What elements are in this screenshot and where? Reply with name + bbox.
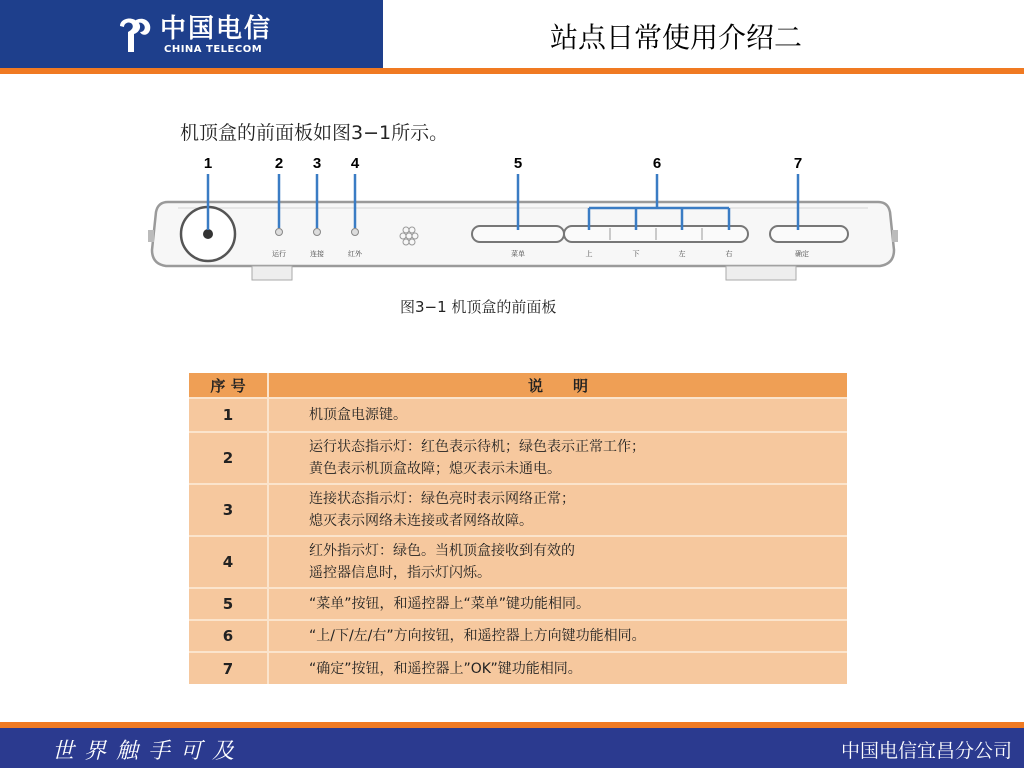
figure-intro: 机顶盒的前面板如图3−1所示。	[180, 122, 449, 144]
set-top-box-front-panel	[148, 150, 898, 310]
page-title: 站点日常使用介绍二	[550, 21, 803, 54]
link-led-icon	[314, 229, 321, 236]
panel-label-run: 运行	[272, 250, 286, 258]
header-divider	[0, 68, 1024, 74]
device-foot-left	[252, 266, 292, 280]
table-header-row	[189, 373, 847, 398]
callout-2: 2	[274, 155, 284, 172]
callout-1: 1	[203, 155, 213, 172]
china-telecom-logo-icon	[112, 12, 156, 56]
callout-5: 5	[513, 155, 523, 172]
description-line: 熄灭表示网络未连接或者网络故障。	[309, 513, 533, 529]
description-line: 遥控器信息时，指示灯闪烁。	[309, 565, 491, 581]
description-line: “上/下/左/右”方向按钮，和遥控器上方向键功能相同。	[309, 628, 646, 644]
table-row	[189, 484, 847, 536]
row-description	[268, 620, 847, 652]
logo-text-en: CHINA TELECOM	[164, 44, 263, 55]
panel-label-left: 左	[678, 250, 686, 258]
panel-label-right: 右	[725, 250, 733, 258]
table-row	[189, 536, 847, 588]
run-led-icon	[276, 229, 283, 236]
description-line: 运行状态指示灯：红色表示待机；绿色表示正常工作；	[309, 439, 645, 455]
table-row	[189, 398, 847, 432]
header-number: 序 号	[189, 373, 268, 398]
ok-button-icon	[770, 226, 848, 242]
description-line: “确定”按钮，和遥控器上”OK”键功能相同。	[309, 660, 582, 677]
description-line: 连接状态指示灯：绿色亮时表示网络正常；	[309, 491, 575, 507]
panel-label-ok: 确定	[795, 250, 809, 258]
row-description	[268, 652, 847, 684]
header-description: 说 明	[268, 373, 847, 398]
description-line: 黄色表示机顶盒故障；熄灭表示未通电。	[309, 461, 561, 477]
row-description	[268, 432, 847, 484]
callout-3: 3	[312, 155, 322, 172]
row-description	[268, 398, 847, 432]
row-number: 4	[189, 536, 268, 588]
description-line: 红外指示灯：绿色。当机顶盒接收到有效的	[309, 543, 575, 559]
ir-led-icon	[352, 229, 359, 236]
panel-label-ir: 红外	[348, 250, 362, 258]
row-description	[268, 484, 847, 536]
footer-bar	[0, 728, 1024, 768]
description-table	[189, 373, 847, 684]
row-description	[268, 536, 847, 588]
footer-slogan: 世界触手可及	[52, 739, 245, 764]
callout-7: 7	[793, 155, 803, 172]
row-number: 6	[189, 620, 268, 652]
panel-label-link: 连接	[310, 250, 324, 258]
row-number: 3	[189, 484, 268, 536]
table-row	[189, 588, 847, 620]
panel-label-up: 上	[585, 250, 593, 258]
description-line: “菜单”按钮，和遥控器上“菜单”键功能相同。	[309, 596, 591, 612]
row-number: 2	[189, 432, 268, 484]
table-row	[189, 432, 847, 484]
callout-6: 6	[652, 155, 662, 172]
table-row	[189, 620, 847, 652]
logo-text-cn: 中国电信	[160, 14, 273, 44]
panel-label-menu: 菜单	[511, 250, 525, 258]
panel-label-down: 下	[632, 250, 640, 258]
row-number: 5	[189, 588, 268, 620]
table-row	[189, 652, 847, 684]
row-number: 7	[189, 652, 268, 684]
figure-caption: 图3−1 机顶盒的前面板	[400, 298, 557, 316]
footer-company: 中国电信宜昌分公司	[840, 740, 1012, 762]
device-foot-right	[726, 266, 796, 280]
callout-4: 4	[350, 155, 360, 172]
description-line: 机顶盒电源键。	[309, 407, 407, 423]
header-logo-block	[0, 0, 383, 68]
row-number: 1	[189, 398, 268, 432]
row-description	[268, 588, 847, 620]
